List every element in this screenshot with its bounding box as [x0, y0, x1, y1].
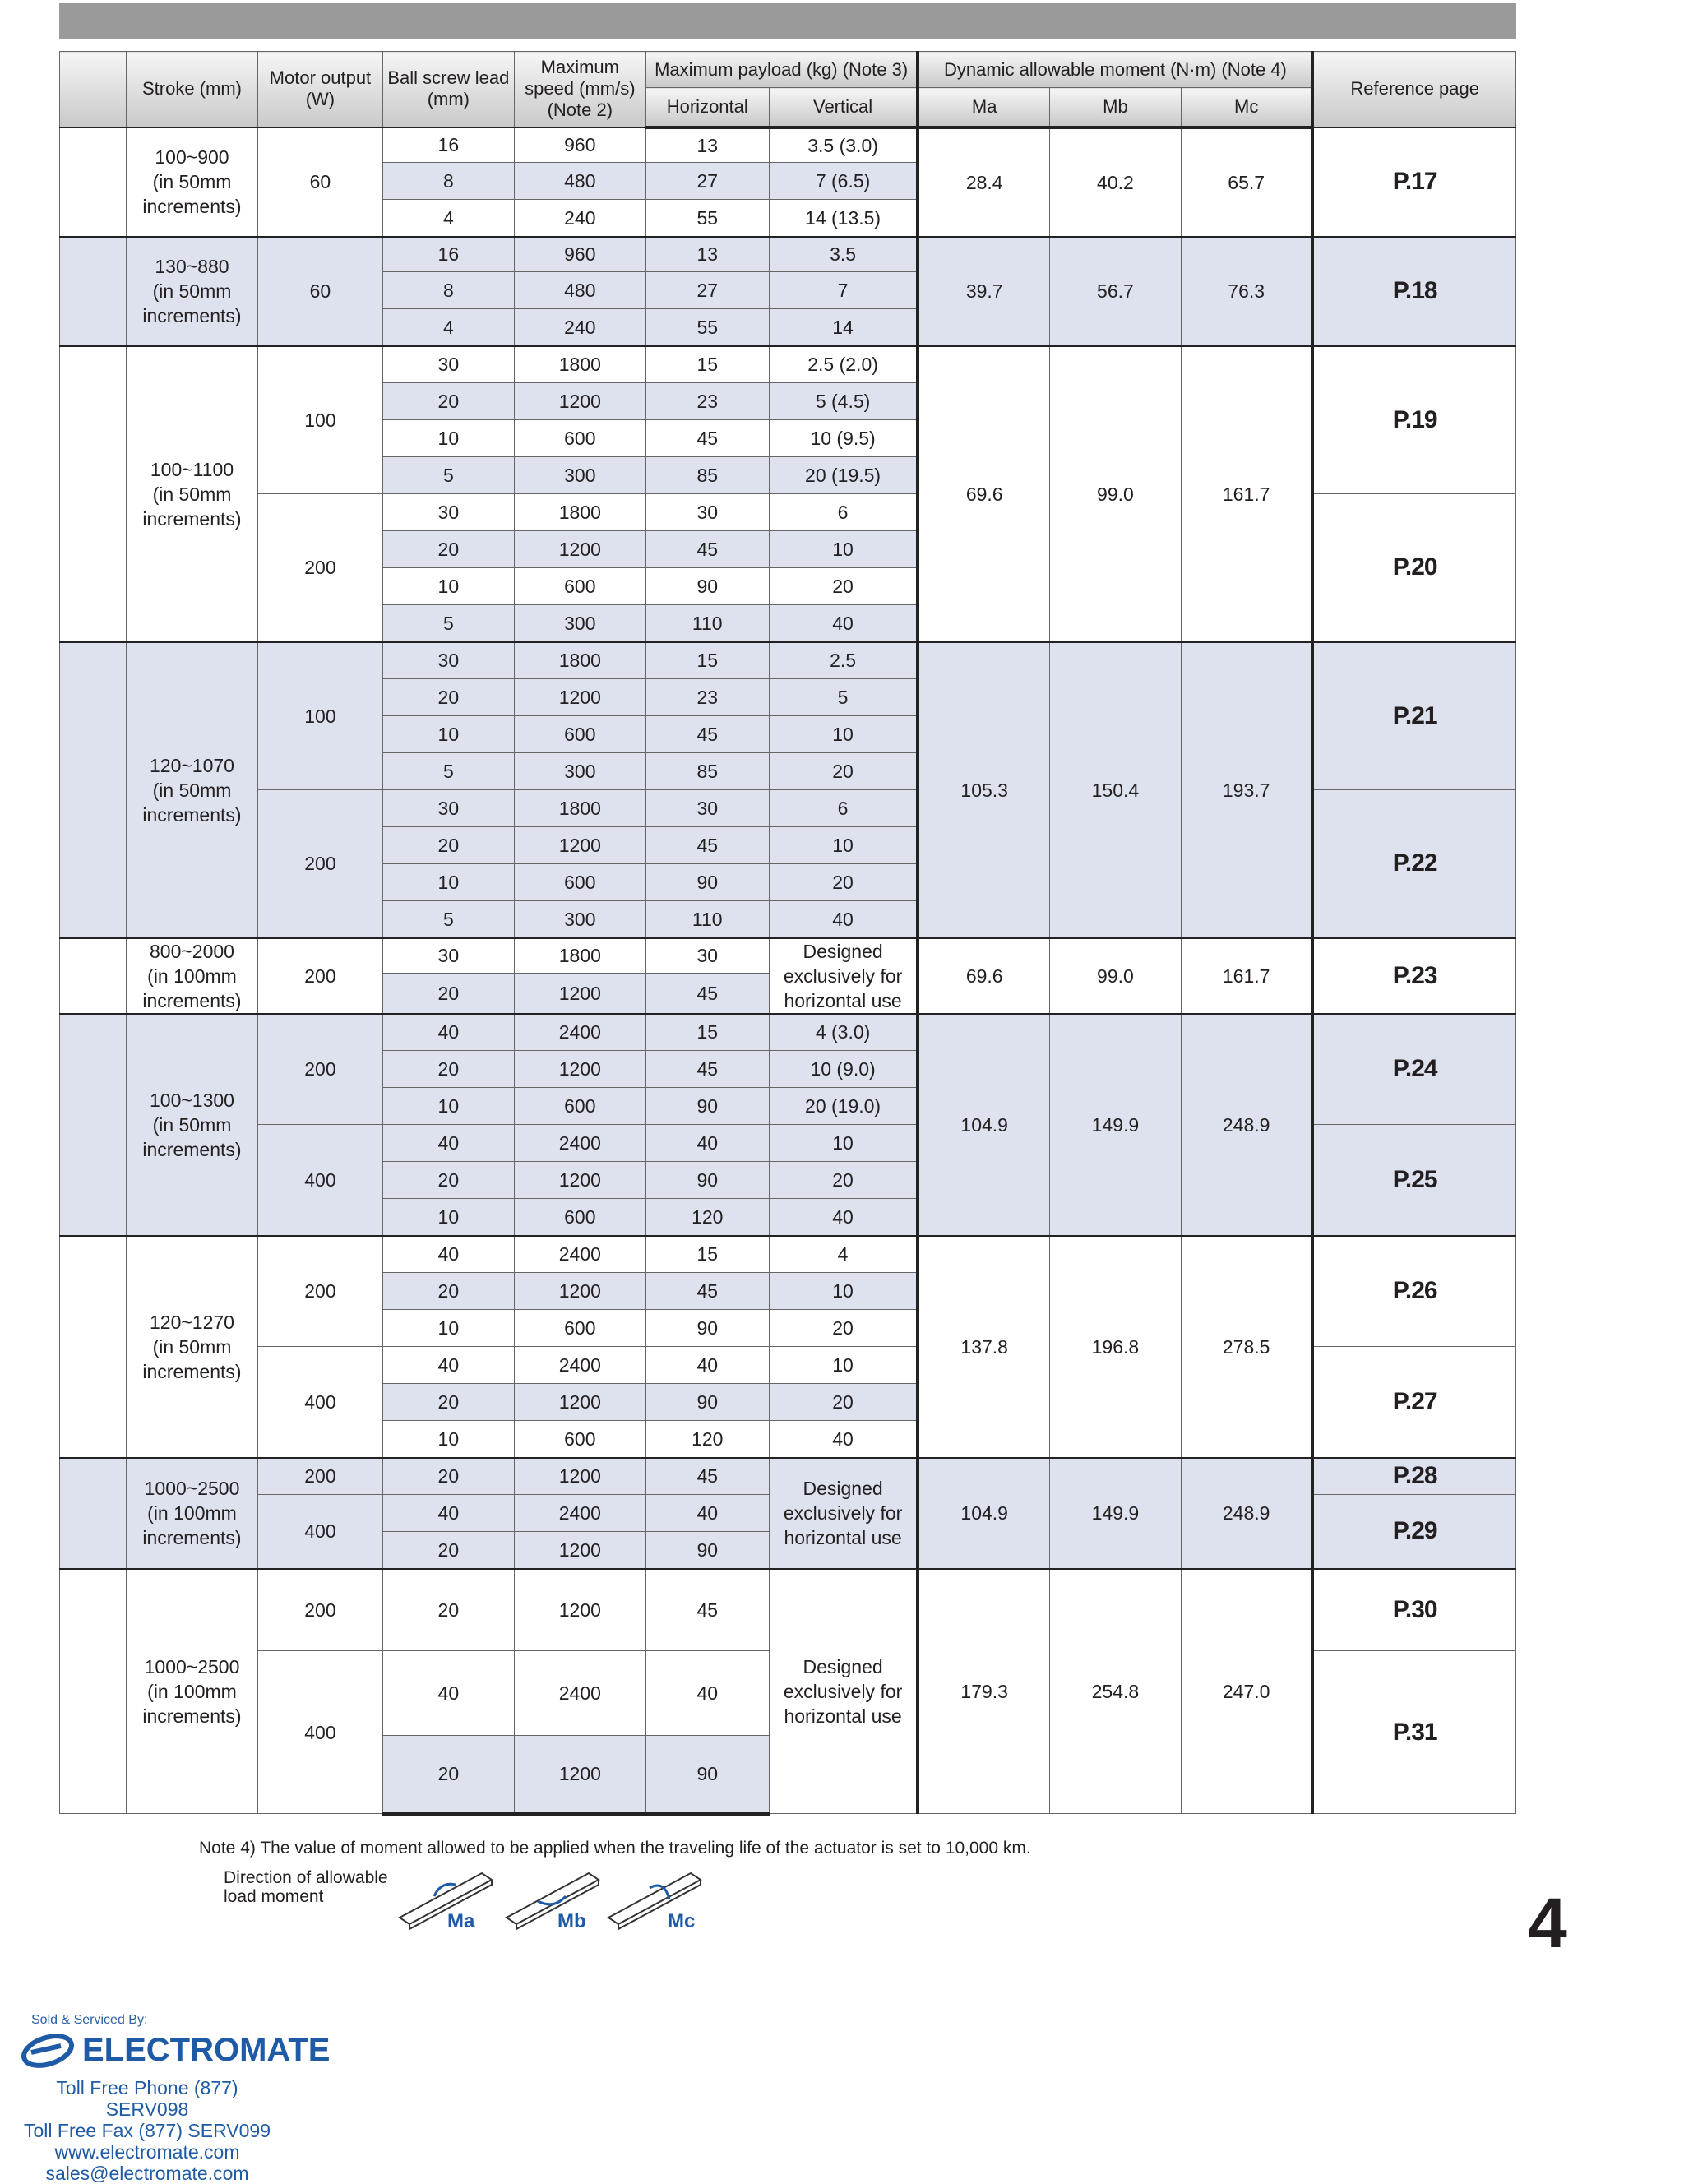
lead-cell: 16: [382, 127, 514, 163]
lead-cell: 16: [382, 237, 514, 272]
stroke-cell: 120~1270 (in 50mm increments): [127, 1236, 258, 1458]
vertical-payload-cell: 10: [769, 716, 918, 753]
reference-page-link[interactable]: P.21: [1312, 642, 1515, 790]
speed-cell: 1200: [514, 1162, 645, 1199]
vertical-payload-cell: 10 (9.0): [769, 1051, 918, 1088]
vertical-payload-cell: 20: [769, 568, 918, 605]
motor-output-cell: 400: [257, 1651, 382, 1814]
table-row: [60, 1569, 1516, 1651]
table-row: [60, 346, 1516, 383]
motor-output-cell: 60: [257, 127, 382, 237]
reference-page-link[interactable]: P.27: [1312, 1347, 1515, 1458]
horizontal-header: Horizontal: [645, 88, 769, 127]
lead-cell: 40: [382, 1125, 514, 1162]
vertical-payload-cell: 4: [769, 1236, 918, 1273]
reference-page-link[interactable]: P.29: [1312, 1495, 1515, 1569]
horizontal-payload-cell: 45: [645, 716, 769, 753]
speed-cell: 1200: [514, 1384, 645, 1421]
horizontal-payload-cell: 15: [645, 642, 769, 679]
mc-cell: 161.7: [1181, 938, 1312, 1014]
ma-cell: 69.6: [918, 938, 1049, 1014]
horizontal-payload-cell: 13: [645, 237, 769, 272]
lead-cell: 20: [382, 1736, 514, 1814]
horizontal-payload-cell: 23: [645, 383, 769, 420]
brand-name: ELECTROMATE: [82, 2031, 331, 2068]
stroke-cell: 100~1300 (in 50mm increments): [127, 1014, 258, 1236]
vertical-payload-cell: 3.5 (3.0): [769, 127, 918, 163]
horizontal-payload-cell: 55: [645, 200, 769, 237]
vertical-payload-cell: 2.5 (2.0): [769, 346, 918, 383]
horizontal-payload-cell: 85: [645, 457, 769, 494]
mb-label: Mb: [557, 1910, 586, 1932]
reference-page-link[interactable]: P.31: [1312, 1651, 1515, 1814]
lead-cell: 8: [382, 163, 514, 200]
lead-cell: 30: [382, 790, 514, 827]
model-cell: [60, 346, 127, 642]
horizontal-payload-cell: 15: [645, 1236, 769, 1273]
speed-cell: 1200: [514, 1273, 645, 1310]
footer: [20, 2013, 332, 2184]
vertical-payload-cell: 4 (3.0): [769, 1014, 918, 1051]
vertical-payload-cell: 40: [769, 901, 918, 938]
ma-cell: 69.6: [918, 346, 1049, 642]
horizontal-payload-cell: 90: [645, 1162, 769, 1199]
speed-cell: 2400: [514, 1651, 645, 1736]
lead-cell: 5: [382, 901, 514, 938]
motor-output-cell: 100: [257, 346, 382, 494]
speed-cell: 2400: [514, 1125, 645, 1162]
speed-cell: 2400: [514, 1495, 645, 1532]
lead-cell: 30: [382, 346, 514, 383]
horizontal-payload-cell: 30: [645, 790, 769, 827]
horizontal-payload-cell: 45: [645, 420, 769, 457]
lead-cell: 20: [382, 383, 514, 420]
reference-page-link[interactable]: P.23: [1312, 938, 1515, 1014]
website-link[interactable]: www.electromate.com: [54, 2141, 240, 2163]
speed-cell: 2400: [514, 1347, 645, 1384]
lead-cell: 40: [382, 1347, 514, 1384]
lead-cell: 20: [382, 1162, 514, 1199]
vertical-payload-cell: 10: [769, 1273, 918, 1310]
reference-page-link[interactable]: P.26: [1312, 1236, 1515, 1347]
horizontal-payload-cell: 27: [645, 272, 769, 309]
stroke-header: Stroke (mm): [127, 52, 258, 127]
vertical-payload-cell: 7 (6.5): [769, 163, 918, 200]
horizontal-payload-cell: 90: [645, 568, 769, 605]
lead-cell: 10: [382, 568, 514, 605]
reference-page-link[interactable]: P.24: [1312, 1014, 1515, 1125]
model-cell: [60, 642, 127, 938]
model-group: [60, 1569, 1516, 1814]
lead-cell: 10: [382, 420, 514, 457]
horizontal-payload-cell: 23: [645, 679, 769, 716]
model-group: [60, 642, 1516, 938]
mb-cell: 149.9: [1049, 1458, 1181, 1569]
speed-cell: 2400: [514, 1236, 645, 1273]
speed-cell: 1200: [514, 1051, 645, 1088]
table-row: [60, 1458, 1516, 1495]
vertical-payload-cell: 20: [769, 1384, 918, 1421]
stroke-cell: 100~900 (in 50mm increments): [127, 127, 258, 237]
model-cell: [60, 1458, 127, 1569]
speed-cell: 600: [514, 1310, 645, 1347]
reference-page-link[interactable]: P.20: [1312, 494, 1515, 642]
lead-cell: 40: [382, 1495, 514, 1532]
vertical-payload-cell: 40: [769, 1199, 918, 1236]
horizontal-payload-cell: 90: [645, 1088, 769, 1125]
model-cell: [60, 237, 127, 346]
speed-cell: 1800: [514, 494, 645, 531]
note-4: Note 4) The value of moment allowed to be applied when the traveling life of the actuator is set to 10,000 km.: [199, 1839, 1031, 1858]
mb-cell: 254.8: [1049, 1569, 1181, 1814]
speed-cell: 1200: [514, 1736, 645, 1814]
moment-diagram: [393, 1858, 738, 1936]
ma-cell: 179.3: [918, 1569, 1049, 1814]
email-link[interactable]: sales@electromate.com: [45, 2163, 249, 2184]
speed-cell: 1800: [514, 790, 645, 827]
speed-cell: 600: [514, 1199, 645, 1236]
speed-cell: 300: [514, 605, 645, 642]
speed-cell: 600: [514, 864, 645, 901]
table-row: [60, 642, 1516, 679]
horizontal-payload-cell: 90: [645, 1736, 769, 1814]
lead-cell: 10: [382, 1421, 514, 1458]
horizontal-payload-cell: 15: [645, 1014, 769, 1051]
motor-output-cell: 200: [257, 1569, 382, 1651]
lead-cell: 30: [382, 938, 514, 974]
horizontal-only-note: Designed exclusively for horizontal use: [769, 1569, 918, 1814]
horizontal-payload-cell: 45: [645, 531, 769, 568]
motor-output-header: Motor output (W): [257, 52, 382, 127]
horizontal-only-note: Designed exclusively for horizontal use: [769, 938, 918, 1014]
ma-cell: 137.8: [918, 1236, 1049, 1458]
vertical-payload-cell: 20: [769, 753, 918, 790]
mc-cell: 65.7: [1181, 127, 1312, 237]
reference-page-link[interactable]: P.30: [1312, 1569, 1515, 1651]
speed-cell: 960: [514, 127, 645, 163]
vertical-payload-cell: 10: [769, 531, 918, 568]
lead-cell: 20: [382, 974, 514, 1014]
lead-cell: 20: [382, 1273, 514, 1310]
lead-cell: 30: [382, 494, 514, 531]
lead-cell: 10: [382, 1199, 514, 1236]
motor-output-cell: 200: [257, 1014, 382, 1125]
model-cell: [60, 1569, 127, 1814]
motor-output-cell: 400: [257, 1125, 382, 1236]
max-speed-header: Maximum speed (mm/s) (Note 2): [514, 52, 645, 127]
vertical-payload-cell: 2.5: [769, 642, 918, 679]
lead-cell: 20: [382, 531, 514, 568]
speed-cell: 1200: [514, 531, 645, 568]
reference-page-link[interactable]: P.18: [1312, 237, 1515, 346]
horizontal-payload-cell: 90: [645, 1310, 769, 1347]
reference-page-link[interactable]: P.17: [1312, 127, 1515, 237]
horizontal-payload-cell: 45: [645, 1569, 769, 1651]
lead-cell: 5: [382, 605, 514, 642]
speed-cell: 300: [514, 457, 645, 494]
stroke-cell: 1000~2500 (in 100mm increments): [127, 1458, 258, 1569]
mb-header: Mb: [1049, 88, 1181, 127]
motor-output-cell: 200: [257, 494, 382, 642]
stroke-cell: 120~1070 (in 50mm increments): [127, 642, 258, 938]
motor-output-cell: 200: [257, 790, 382, 938]
motor-output-cell: 100: [257, 642, 382, 790]
brand: [20, 2031, 332, 2069]
ma-cell: 28.4: [918, 127, 1049, 237]
reference-page-link[interactable]: P.28: [1312, 1458, 1515, 1495]
horizontal-payload-cell: 40: [645, 1651, 769, 1736]
speed-cell: 1200: [514, 974, 645, 1014]
speed-cell: 1200: [514, 1532, 645, 1569]
lead-cell: 8: [382, 272, 514, 309]
speed-cell: 1200: [514, 383, 645, 420]
horizontal-payload-cell: 45: [645, 1051, 769, 1088]
lead-cell: 20: [382, 1384, 514, 1421]
mb-cell: 196.8: [1049, 1236, 1181, 1458]
dynamic-moment-header: Dynamic allowable moment (N·m) (Note 4): [918, 52, 1312, 88]
lead-cell: 40: [382, 1236, 514, 1273]
model-cell: [60, 1014, 127, 1236]
ma-cell: 105.3: [918, 642, 1049, 938]
horizontal-payload-cell: 90: [645, 1384, 769, 1421]
horizontal-payload-cell: 90: [645, 1532, 769, 1569]
speed-cell: 1200: [514, 827, 645, 864]
speed-cell: 480: [514, 163, 645, 200]
lead-cell: 40: [382, 1651, 514, 1736]
horizontal-payload-cell: 45: [645, 974, 769, 1014]
speed-cell: 600: [514, 1421, 645, 1458]
lead-cell: 20: [382, 1532, 514, 1569]
horizontal-payload-cell: 55: [645, 309, 769, 346]
lead-cell: 4: [382, 309, 514, 346]
speed-cell: 1200: [514, 1569, 645, 1651]
motor-output-cell: 400: [257, 1347, 382, 1458]
reference-page-header: Reference page: [1312, 52, 1515, 127]
horizontal-payload-cell: 40: [645, 1347, 769, 1384]
vertical-payload-cell: 7: [769, 272, 918, 309]
lead-cell: 5: [382, 753, 514, 790]
mc-cell: 193.7: [1181, 642, 1312, 938]
speed-cell: 2400: [514, 1014, 645, 1051]
mc-cell: 248.9: [1181, 1014, 1312, 1236]
page-number: 4: [1528, 1884, 1567, 1963]
stroke-cell: 100~1100 (in 50mm increments): [127, 346, 258, 642]
vertical-payload-cell: 3.5: [769, 237, 918, 272]
model-group: [60, 1458, 1516, 1569]
lead-cell: 10: [382, 716, 514, 753]
model-group: [60, 127, 1516, 237]
speed-cell: 240: [514, 309, 645, 346]
speed-cell: 600: [514, 1088, 645, 1125]
lead-cell: 40: [382, 1014, 514, 1051]
horizontal-payload-cell: 85: [645, 753, 769, 790]
model-group: [60, 1236, 1516, 1458]
horizontal-payload-cell: 120: [645, 1199, 769, 1236]
horizontal-payload-cell: 30: [645, 494, 769, 531]
mb-cell: 99.0: [1049, 938, 1181, 1014]
speed-cell: 1200: [514, 1458, 645, 1495]
ma-header: Ma: [918, 88, 1049, 127]
reference-page-link[interactable]: P.19: [1312, 346, 1515, 494]
motor-output-cell: 60: [257, 237, 382, 346]
vertical-payload-cell: 6: [769, 790, 918, 827]
speed-cell: 300: [514, 753, 645, 790]
stroke-cell: 800~2000 (in 100mm increments): [127, 938, 258, 1014]
vertical-payload-cell: 20: [769, 864, 918, 901]
horizontal-payload-cell: 13: [645, 127, 769, 163]
table-row: [60, 1236, 1516, 1273]
horizontal-payload-cell: 40: [645, 1125, 769, 1162]
phone-text: Toll Free Phone (877) SERV098: [56, 2077, 238, 2120]
speed-cell: 1800: [514, 938, 645, 974]
mc-cell: 248.9: [1181, 1458, 1312, 1569]
speed-cell: 1800: [514, 346, 645, 383]
mb-cell: 150.4: [1049, 642, 1181, 938]
ma-cell: 39.7: [918, 237, 1049, 346]
vertical-header: Vertical: [769, 88, 918, 127]
direction-label: [224, 1868, 413, 1906]
speed-cell: 240: [514, 200, 645, 237]
vertical-payload-cell: 20: [769, 1162, 918, 1199]
mc-label: Mc: [668, 1910, 696, 1932]
sold-by-text: Sold & Serviced By:: [31, 2013, 148, 2027]
model-cell: [60, 1236, 127, 1458]
lead-cell: 10: [382, 864, 514, 901]
mc-header: Mc: [1181, 88, 1312, 127]
stroke-cell: 1000~2500 (in 100mm increments): [127, 1569, 258, 1814]
vertical-payload-cell: 10 (9.5): [769, 420, 918, 457]
specification-table: [59, 51, 1516, 1816]
ma-label: Ma: [447, 1910, 475, 1932]
horizontal-payload-cell: 45: [645, 827, 769, 864]
model-cell: [60, 938, 127, 1014]
speed-cell: 1800: [514, 642, 645, 679]
vertical-payload-cell: 14: [769, 309, 918, 346]
vertical-payload-cell: 40: [769, 1421, 918, 1458]
model-group: [60, 346, 1516, 642]
vertical-payload-cell: 10: [769, 1125, 918, 1162]
ma-cell: 104.9: [918, 1014, 1049, 1236]
reference-page-link[interactable]: P.25: [1312, 1125, 1515, 1236]
lead-cell: 20: [382, 1569, 514, 1651]
lead-cell: 10: [382, 1310, 514, 1347]
horizontal-payload-cell: 45: [645, 1458, 769, 1495]
model-header: [60, 52, 127, 127]
vertical-payload-cell: 10: [769, 1347, 918, 1384]
lead-cell: 4: [382, 200, 514, 237]
mb-cell: 40.2: [1049, 127, 1181, 237]
speed-cell: 300: [514, 901, 645, 938]
horizontal-payload-cell: 15: [645, 346, 769, 383]
lead-cell: 10: [382, 1088, 514, 1125]
motor-output-cell: 200: [257, 1236, 382, 1347]
model-group: [60, 1014, 1516, 1236]
vertical-payload-cell: 20 (19.0): [769, 1088, 918, 1125]
lead-cell: 5: [382, 457, 514, 494]
electromate-logo-icon: [20, 2031, 79, 2069]
vertical-payload-cell: 20 (19.5): [769, 457, 918, 494]
fax-text: Toll Free Fax (877) SERV099: [24, 2120, 271, 2141]
speed-cell: 960: [514, 237, 645, 272]
vertical-payload-cell: 20: [769, 1310, 918, 1347]
mb-cell: 149.9: [1049, 1014, 1181, 1236]
ma-actuator-icon: [400, 1873, 492, 1929]
horizontal-payload-cell: 120: [645, 1421, 769, 1458]
mb-cell: 99.0: [1049, 346, 1181, 642]
motor-output-cell: 200: [257, 1458, 382, 1495]
mc-cell: 76.3: [1181, 237, 1312, 346]
horizontal-payload-cell: 110: [645, 605, 769, 642]
horizontal-payload-cell: 110: [645, 901, 769, 938]
table-row: [60, 1014, 1516, 1051]
mc-cell: 247.0: [1181, 1569, 1312, 1814]
mc-cell: 161.7: [1181, 346, 1312, 642]
lead-cell: 30: [382, 642, 514, 679]
stroke-cell: 130~880 (in 50mm increments): [127, 237, 258, 346]
lead-cell: 20: [382, 1051, 514, 1088]
contact-block: [20, 2077, 275, 2184]
mb-cell: 56.7: [1049, 237, 1181, 346]
model-cell: [60, 127, 127, 237]
reference-page-link[interactable]: P.22: [1312, 790, 1515, 938]
ma-cell: 104.9: [918, 1458, 1049, 1569]
speed-cell: 600: [514, 716, 645, 753]
speed-cell: 600: [514, 568, 645, 605]
horizontal-payload-cell: 45: [645, 1273, 769, 1310]
vertical-payload-cell: 5 (4.5): [769, 383, 918, 420]
horizontal-payload-cell: 90: [645, 864, 769, 901]
lead-cell: 20: [382, 827, 514, 864]
vertical-payload-cell: 10: [769, 827, 918, 864]
lead-cell: 20: [382, 1458, 514, 1495]
speed-cell: 1200: [514, 679, 645, 716]
horizontal-payload-cell: 27: [645, 163, 769, 200]
horizontal-only-note: Designed exclusively for horizontal use: [769, 1458, 918, 1569]
table-row: [60, 237, 1516, 272]
speed-cell: 600: [514, 420, 645, 457]
motor-output-cell: 200: [257, 938, 382, 1014]
speed-cell: 480: [514, 272, 645, 309]
max-payload-header: Maximum payload (kg) (Note 3): [645, 52, 918, 88]
table-row: [60, 127, 1516, 163]
lead-cell: 20: [382, 679, 514, 716]
horizontal-payload-cell: 40: [645, 1495, 769, 1532]
horizontal-payload-cell: 30: [645, 938, 769, 974]
header-bar: [59, 3, 1516, 39]
table-row: [60, 938, 1516, 974]
motor-output-cell: 400: [257, 1495, 382, 1569]
ball-screw-lead-header: Ball screw lead (mm): [382, 52, 514, 127]
vertical-payload-cell: 5: [769, 679, 918, 716]
model-group: [60, 237, 1516, 346]
vertical-payload-cell: 6: [769, 494, 918, 531]
direction-label-text: Direction of allowable load moment: [224, 1868, 388, 1906]
vertical-payload-cell: 40: [769, 605, 918, 642]
vertical-payload-cell: 14 (13.5): [769, 200, 918, 237]
model-group: [60, 938, 1516, 1014]
mc-cell: 278.5: [1181, 1236, 1312, 1458]
